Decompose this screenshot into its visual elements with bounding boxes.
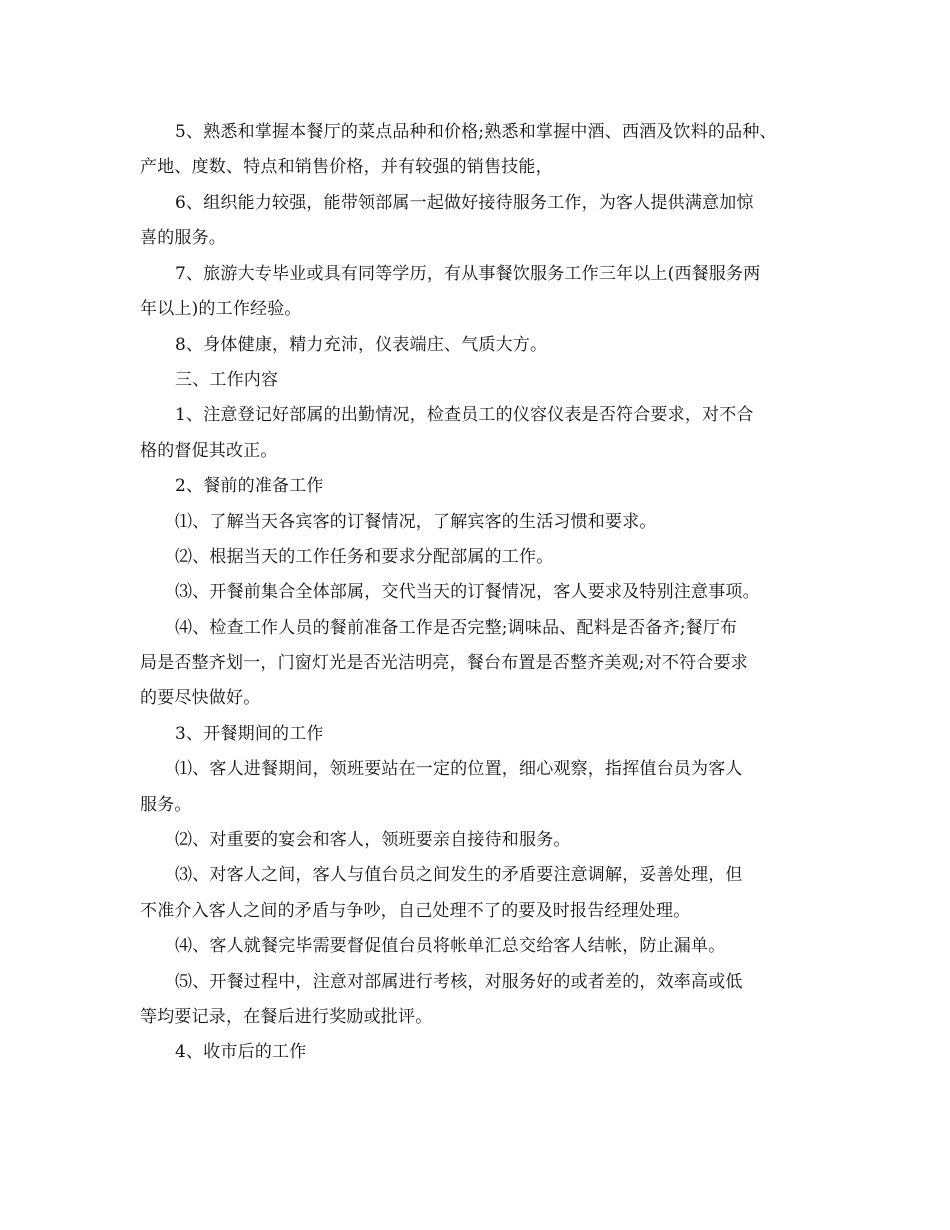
text-line: 格的督促其改正。 — [140, 441, 278, 461]
section-heading: 三、工作内容 — [175, 370, 279, 390]
text-line: 5、熟悉和掌握本餐厅的菜点品种和价格;熟悉和掌握中酒、西酒及饮料的品种、 — [175, 122, 777, 142]
subheading: 3、开餐期间的工作 — [175, 724, 324, 744]
text-line: ⑴、客人进餐期间，领班要站在一定的位置，细心观察，指挥值台员为客人 — [175, 759, 743, 779]
text-line: ⑷、客人就餐完毕需要督促值台员将帐单汇总交给客人结帐，防止漏单。 — [175, 936, 726, 956]
text-line: 的要尽快做好。 — [140, 688, 261, 708]
text-line: ⑶、开餐前集合全体部属，交代当天的订餐情况，客人要求及特别注意事项。 — [175, 582, 760, 602]
text-line: 6、组织能力较强，能带领部属一起做好接待服务工作，为客人提供满意加惊 — [175, 193, 754, 213]
text-line: ⑵、对重要的宴会和客人，领班要亲自接待和服务。 — [175, 830, 571, 850]
text-line: 等均要记录，在餐后进行奖励或批评。 — [140, 1007, 433, 1027]
subheading: 2、餐前的准备工作 — [175, 476, 324, 496]
text-line: 不准介入客人之间的矛盾与争吵，自己处理不了的要及时报告经理处理。 — [140, 901, 691, 921]
text-line: ⑸、开餐过程中，注意对部属进行考核，对服务好的或者差的，效率高或低 — [175, 972, 743, 992]
text-line: 1、注意登记好部属的出勤情况，检查员工的仪容仪表是否符合要求，对不合 — [175, 405, 754, 425]
text-line: 7、旅游大专毕业或具有同等学历，有从事餐饮服务工作三年以上(西餐服务两 — [175, 264, 761, 284]
text-line: 服务。 — [140, 795, 192, 815]
text-line: 局是否整齐划一，门窗灯光是否光洁明亮，餐台布置是否整齐美观;对不符合要求 — [140, 653, 748, 673]
text-line: ⑵、根据当天的工作任务和要求分配部属的工作。 — [175, 547, 554, 567]
text-line: 喜的服务。 — [140, 228, 226, 248]
subheading: 4、收市后的工作 — [175, 1042, 307, 1062]
text-line: 产地、度数、特点和销售价格，并有较强的销售技能， — [140, 157, 553, 177]
text-line: 8、身体健康，精力充沛，仪表端庄、气质大方。 — [175, 335, 548, 355]
text-line: ⑶、对客人之间，客人与值台员之间发生的矛盾要注意调解，妥善处理，但 — [175, 865, 743, 885]
text-line: ⑷、检查工作人员的餐前准备工作是否完整;调味品、配料是否备齐;餐厅布 — [175, 618, 738, 638]
text-line: ⑴、了解当天各宾客的订餐情况，了解宾客的生活习惯和要求。 — [175, 512, 657, 532]
text-line: 年以上)的工作经验。 — [140, 299, 302, 319]
